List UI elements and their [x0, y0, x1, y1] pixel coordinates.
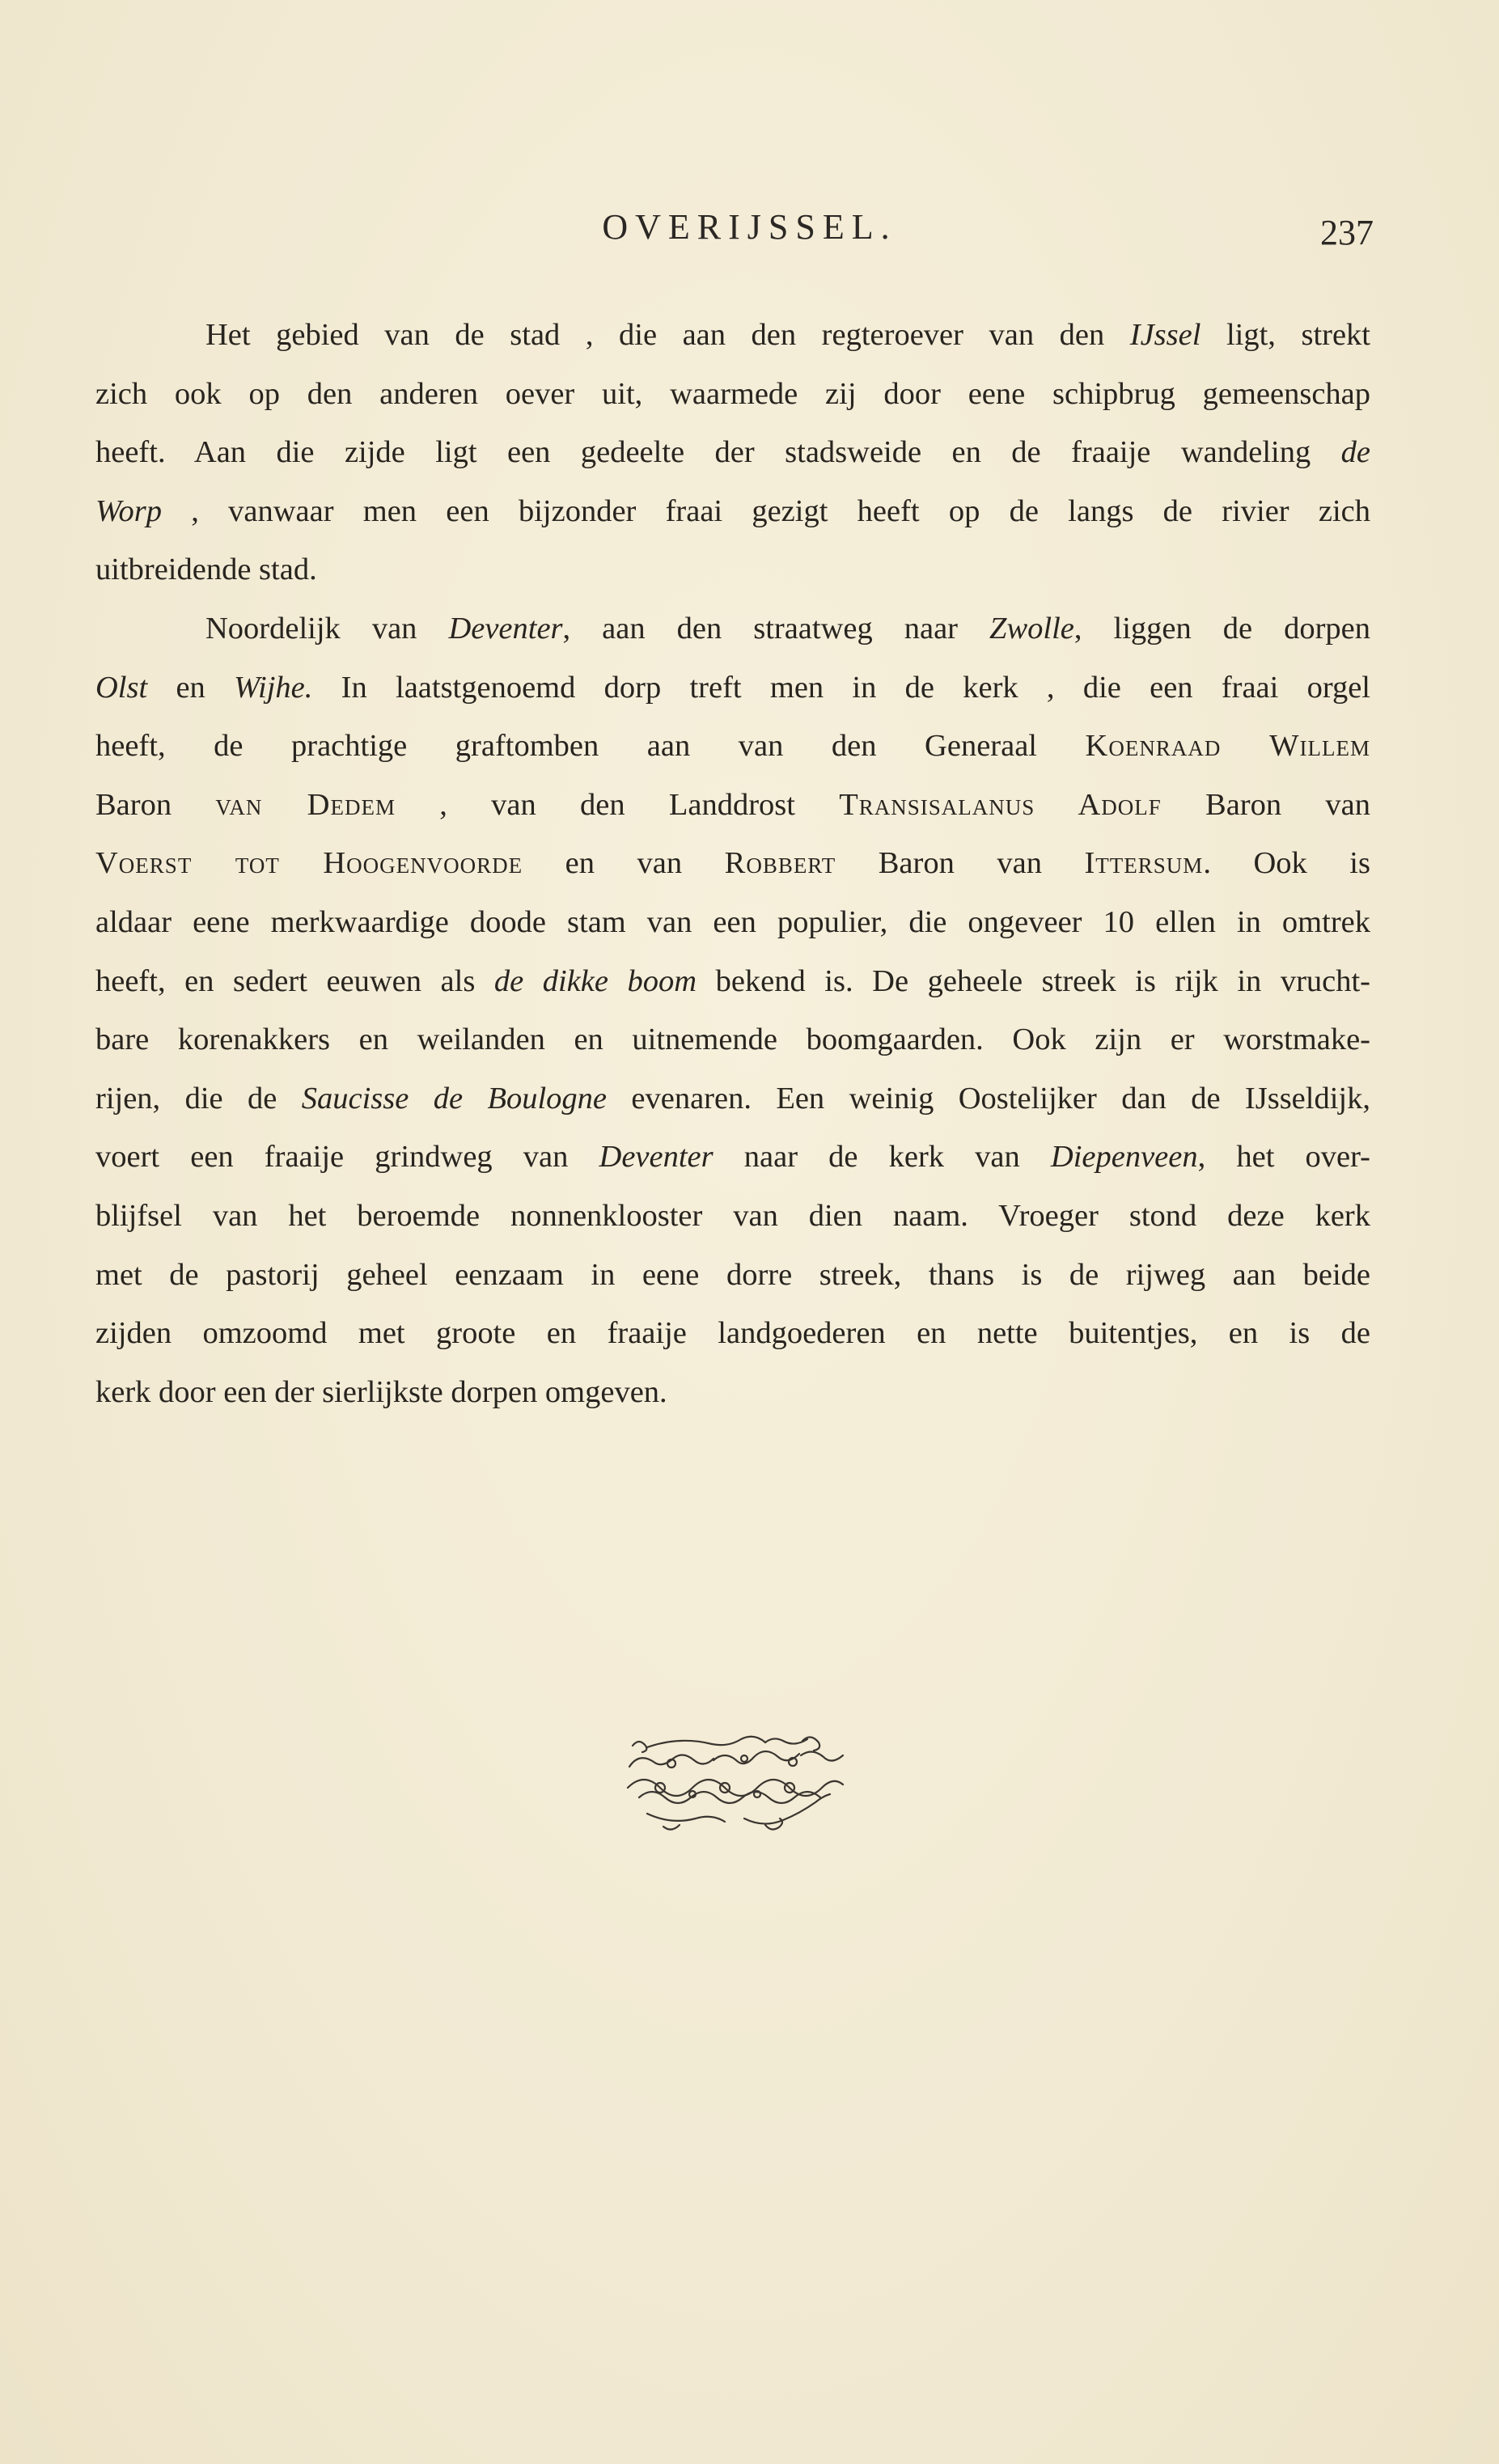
- running-head-title: OVERIJSSEL.: [602, 207, 897, 247]
- italic-text: de: [1340, 435, 1370, 470]
- text-run: , van den Landdrost: [395, 787, 840, 822]
- text-line: [95, 1010, 1370, 1069]
- text-line: [95, 1304, 1370, 1363]
- text-run: Het gebied van de stad , die aan den regteroever van den: [205, 318, 1130, 352]
- italic-text: de dikke boom: [493, 963, 697, 998]
- text-line: [95, 1246, 1370, 1305]
- text-run: , aan den straatweg naar: [562, 611, 990, 646]
- text-run: rijen, die de: [95, 1081, 302, 1116]
- text-run: Baron van: [836, 846, 1085, 881]
- text-run: heeft, en sedert eeuwen als: [95, 963, 494, 998]
- small-caps-name: van Dedem: [215, 787, 396, 822]
- text-line: [95, 1128, 1370, 1187]
- text-line: [95, 658, 1370, 718]
- italic-text: Worp: [95, 493, 163, 528]
- small-caps-name: Transisalanus Adolf: [839, 787, 1162, 822]
- text-run: Noordelijk van: [205, 611, 449, 646]
- text-run: zich ook op den anderen oever uit, waarmede zij door eene schipbrug gemeenschap: [95, 376, 1370, 411]
- italic-text: Deventer: [448, 611, 563, 646]
- page-number: 237: [1320, 213, 1374, 252]
- text-run: uitbreidende stad.: [95, 552, 317, 587]
- italic-text: Deventer: [599, 1140, 714, 1175]
- text-run: , het over-: [1197, 1140, 1371, 1175]
- small-caps-name: Voerst tot Hoogenvoorde: [95, 846, 523, 881]
- text-line: [95, 540, 1370, 599]
- text-line: [95, 776, 1370, 835]
- small-caps-name: Robbert: [724, 846, 836, 881]
- text-run: naar de kerk van: [713, 1140, 1051, 1175]
- italic-text: Zwolle: [989, 611, 1074, 646]
- text-run: met de pastorij geheel eenzaam in eene dorre streek, thans is de rijweg aan beide: [95, 1257, 1370, 1292]
- text-run: bare korenakkers en weilanden en uitnemende boomgaarden. Ook zijn er worstmake-: [95, 1022, 1370, 1057]
- text-line: [95, 1363, 1370, 1422]
- text-run: en: [147, 670, 235, 705]
- text-run: ligt, strekt: [1200, 318, 1370, 352]
- italic-text: Wijhe.: [234, 670, 313, 705]
- text-run: kerk door een der sierlijkste dorpen omgeven.: [95, 1374, 667, 1409]
- italic-text: Olst: [95, 670, 148, 705]
- text-run: Baron van: [1161, 787, 1370, 822]
- text-line: [95, 1187, 1370, 1246]
- text-run: heeft. Aan die zijde ligt een gedeelte der stadsweide en de fraaije wandeling: [95, 435, 1341, 470]
- ornamental-vignette-icon: [623, 1731, 849, 1836]
- italic-text: Diepenveen: [1050, 1140, 1198, 1175]
- text-line: [95, 365, 1370, 424]
- text-line: [95, 952, 1370, 1011]
- small-caps-name: Koenraad Willem: [1085, 729, 1370, 764]
- italic-text: Saucisse de Boulogne: [301, 1081, 607, 1116]
- text-run: blijfsel van het beroemde nonnenklooster van dien naam. Vroeger stond deze kerk: [95, 1198, 1370, 1233]
- body-text: [95, 306, 1370, 1421]
- text-line: [95, 1069, 1370, 1128]
- text-line: [95, 834, 1370, 893]
- text-line: [95, 306, 1370, 365]
- text-run: , liggen de dorpen: [1073, 611, 1371, 646]
- text-run: Baron: [95, 787, 216, 822]
- text-run: aldaar eene merkwaardige doode stam van een populier, die ongeveer 10 ellen in omtrek: [95, 904, 1370, 939]
- text-run: zijden omzoomd met groote en fraaije landgoederen en nette buitentjes, en is de: [95, 1316, 1370, 1351]
- text-run: . Ook is: [1203, 846, 1370, 881]
- text-line: [95, 482, 1370, 541]
- text-run: heeft, de prachtige graftomben aan van den Generaal: [95, 729, 1086, 764]
- text-run: , vanwaar men een bijzonder fraai gezigt heeft op de langs de rivier zich: [162, 493, 1370, 528]
- italic-text: IJssel: [1129, 318, 1201, 352]
- text-run: In laatstgenoemd dorp treft men in de kerk , die een fraai orgel: [312, 670, 1371, 705]
- text-run: en van: [523, 846, 725, 881]
- text-run: evenaren. Een weinig Oostelijker dan de IJsseldijk,: [607, 1081, 1370, 1116]
- text-line: [95, 893, 1370, 952]
- text-line: [95, 599, 1370, 658]
- text-run: bekend is. De geheele streek is rijk in vrucht-: [697, 963, 1370, 998]
- text-line: [95, 423, 1370, 482]
- text-run: voert een fraaije grindweg van: [95, 1140, 599, 1175]
- text-line: [95, 717, 1370, 776]
- small-caps-name: Ittersum: [1084, 846, 1204, 881]
